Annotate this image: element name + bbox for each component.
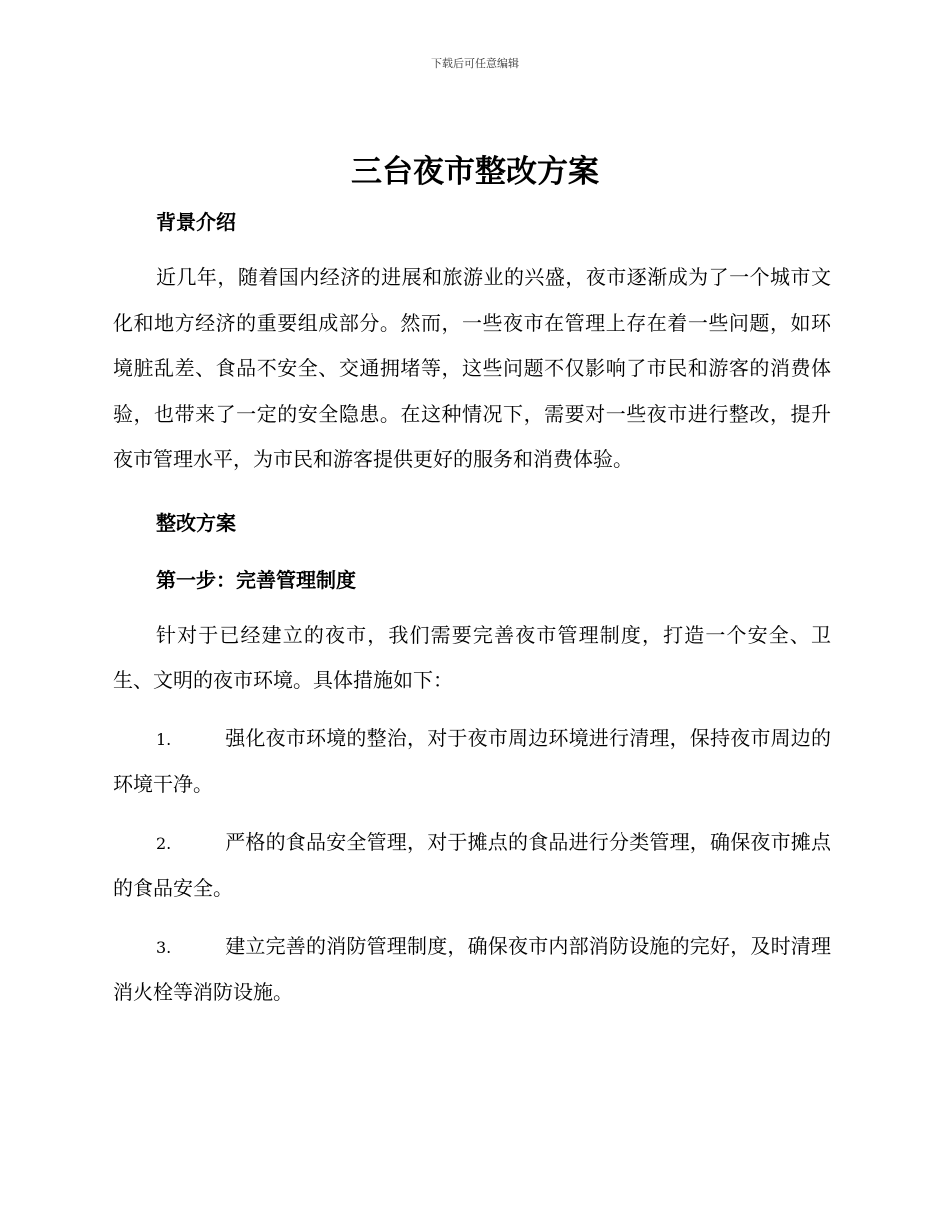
list-item-number: 2. — [156, 833, 172, 853]
background-paragraph: 近几年，随着国内经济的进展和旅游业的兴盛，夜市逐渐成为了一个城市文化和地方经济的重要组成部分。然而，一些夜市在管理上存在着一些问题，如环境脏乱差、食品不安全、交通拥堵等，这些问题不仅影响了市民和游客的消费体验，也带来了一定的安全隐患。在这种情况下，需要对一些夜市进行整改，提升夜市管理水平，为市民和游客提供更好的服务和消费体验。 — [113, 265, 831, 471]
document-body — [113, 205, 831, 1016]
step1-intro-paragraph: 针对于已经建立的夜市，我们需要完善夜市管理制度，打造一个安全、卫生、文明的夜市环境。具体措施如下： — [113, 622, 831, 692]
step1-heading: 第一步：完善管理制度 — [156, 567, 356, 592]
list-item-number: 3. — [156, 937, 172, 957]
page-header: 下载后可任意编辑 — [431, 57, 519, 70]
list-item-text: 强化夜市环境的整治，对于夜市周边环境进行清理，保持夜市周边的环境干净。 — [113, 725, 831, 796]
list-item-number: 1. — [156, 729, 172, 749]
document-title: 三台夜市整改方案 — [351, 154, 599, 190]
list-item — [113, 716, 831, 808]
list-item-text: 严格的食品安全管理，对于摊点的食品进行分类管理，确保夜市摊点的食品安全。 — [113, 829, 831, 900]
section-heading-plan: 整改方案 — [156, 510, 236, 535]
list-item — [113, 820, 831, 912]
list-item — [113, 924, 831, 1016]
section-heading-background: 背景介绍 — [156, 210, 236, 234]
list-item-text: 建立完善的消防管理制度，确保夜市内部消防设施的完好，及时清理消火栓等消防设施。 — [113, 933, 831, 1004]
